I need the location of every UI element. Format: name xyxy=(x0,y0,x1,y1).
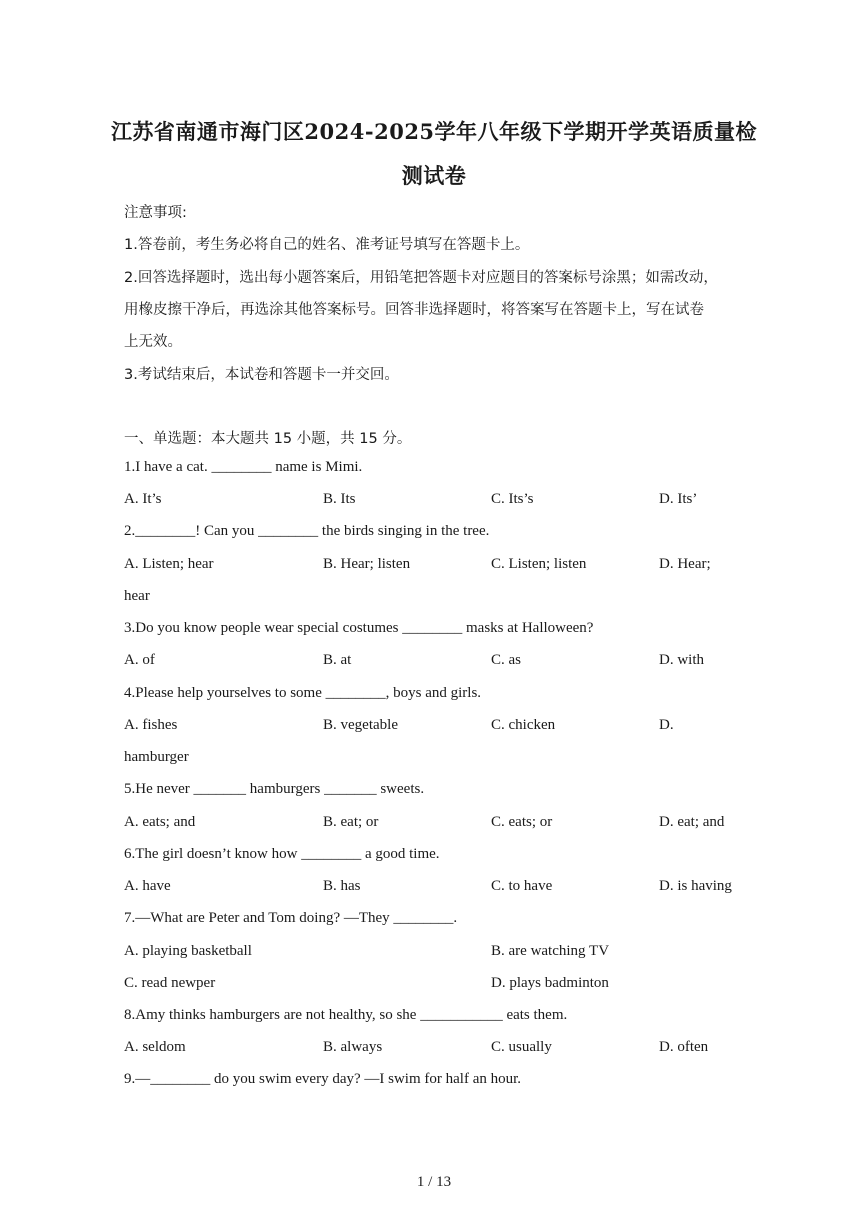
question-6-option-b[interactable]: B. has xyxy=(323,878,361,894)
question-4-option-a[interactable]: A. fishes xyxy=(124,717,178,733)
exam-title-line1: 江苏省南通市海门区2024-2025学年八年级下学期开学英语质量检 xyxy=(110,119,758,144)
question-3-stem: 3.Do you know people wear special costumes ________ masks at Halloween? xyxy=(124,620,594,636)
question-5-option-b[interactable]: B. eat; or xyxy=(323,814,379,830)
question-1-option-b[interactable]: B. Its xyxy=(323,491,356,507)
question-6-option-c[interactable]: C. to have xyxy=(491,878,553,894)
question-2-stem: 2.________! Can you ________ the birds singing in the tree. xyxy=(124,523,490,539)
notice-item-2-end: 上无效。 xyxy=(124,334,182,350)
question-1-stem: 1.I have a cat. ________ name is Mimi. xyxy=(124,459,363,475)
section-heading: 一、单选题：本大题共 15 小题，共 15 分。 xyxy=(124,431,412,447)
question-7-option-d[interactable]: D. plays badminton xyxy=(491,975,609,991)
question-1-option-d[interactable]: D. Its’ xyxy=(659,491,698,507)
question-5-option-a[interactable]: A. eats; and xyxy=(124,814,196,830)
notice-item-1: 1.答卷前，考生务必将自己的姓名、准考证号填写在答题卡上。 xyxy=(124,237,530,253)
question-2-option-d[interactable]: D. Hear; xyxy=(659,556,711,572)
question-3-option-b[interactable]: B. at xyxy=(323,652,352,668)
question-8-stem: 8.Amy thinks hamburgers are not healthy, so she ___________ eats them. xyxy=(124,1007,568,1023)
question-9-stem: 9.—________ do you swim every day? —I swim for half an hour. xyxy=(124,1071,522,1087)
question-3-option-a[interactable]: A. of xyxy=(124,652,155,668)
question-4-option-b[interactable]: B. vegetable xyxy=(323,717,398,733)
question-4-option-c[interactable]: C. chicken xyxy=(491,717,556,733)
notice-item-2: 2.回答选择题时，选出每小题答案后，用铅笔把答题卡对应题目的答案标号涂黑；如需改动， xyxy=(124,270,718,286)
page-number: 1 / 13 xyxy=(416,1174,452,1190)
notice-item-3: 3.考试结束后，本试卷和答题卡一并交回。 xyxy=(124,367,399,383)
question-4-option-d-wrap[interactable]: hamburger xyxy=(124,749,189,765)
exam-title-line2: 测试卷 xyxy=(401,163,467,188)
question-7-option-c[interactable]: C. read newper xyxy=(124,975,216,991)
question-6-option-d[interactable]: D. is having xyxy=(659,878,732,894)
question-1-option-c[interactable]: C. Its’s xyxy=(491,491,534,507)
question-5-stem: 5.He never _______ hamburgers _______ sweets. xyxy=(124,781,425,797)
question-2-option-d-wrap[interactable]: hear xyxy=(124,588,150,604)
question-5-option-d[interactable]: D. eat; and xyxy=(659,814,725,830)
question-2-option-b[interactable]: B. Hear; listen xyxy=(323,556,411,572)
question-8-option-d[interactable]: D. often xyxy=(659,1039,709,1055)
question-2-option-c[interactable]: C. Listen; listen xyxy=(491,556,587,572)
question-7-stem: 7.—What are Peter and Tom doing? —They ________. xyxy=(124,910,458,926)
question-2-option-a[interactable]: A. Listen; hear xyxy=(124,556,214,572)
question-6-stem: 6.The girl doesn’t know how ________ a good time. xyxy=(124,846,440,862)
question-8-option-a[interactable]: A. seldom xyxy=(124,1039,186,1055)
question-3-option-c[interactable]: C. as xyxy=(491,652,521,668)
notice-heading: 注意事项: xyxy=(124,205,187,221)
question-6-option-a[interactable]: A. have xyxy=(124,878,171,894)
question-3-option-d[interactable]: D. with xyxy=(659,652,704,668)
question-8-option-c[interactable]: C. usually xyxy=(491,1039,552,1055)
notice-item-2-cont: 用橡皮擦干净后，再选涂其他答案标号。回答非选择题时，将答案写在答题卡上，写在试卷 xyxy=(124,302,704,318)
question-8-option-b[interactable]: B. always xyxy=(323,1039,383,1055)
question-5-option-c[interactable]: C. eats; or xyxy=(491,814,553,830)
question-4-stem: 4.Please help yourselves to some ________, boys and girls. xyxy=(124,685,482,701)
question-1-option-a[interactable]: A. It’s xyxy=(124,491,162,507)
question-7-option-b[interactable]: B. are watching TV xyxy=(491,943,610,959)
question-4-option-d[interactable]: D. xyxy=(659,717,674,733)
question-7-option-a[interactable]: A. playing basketball xyxy=(124,943,252,959)
